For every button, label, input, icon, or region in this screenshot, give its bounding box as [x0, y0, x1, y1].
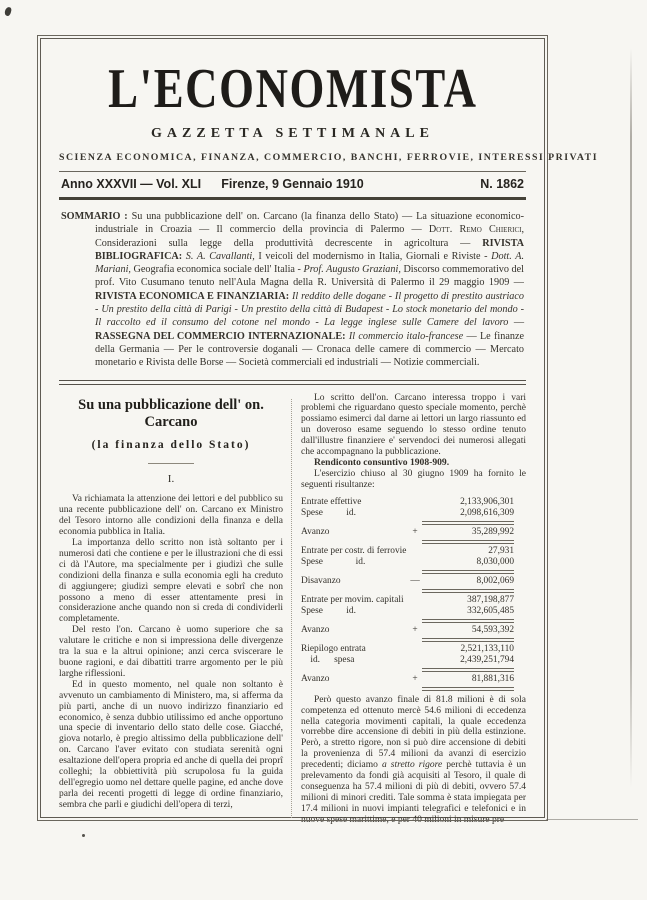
row-sign: +	[412, 673, 418, 684]
table-separator	[422, 540, 514, 544]
table-row	[301, 655, 526, 666]
table-row	[301, 546, 526, 557]
row-sign: —	[410, 575, 420, 586]
table-row	[301, 497, 526, 508]
row-label: Entrate per costr. di ferrovie	[301, 545, 407, 556]
scan-bottom-rule-extension	[546, 819, 638, 820]
table-row	[301, 508, 526, 519]
row-sign: +	[412, 624, 418, 635]
right-column	[301, 393, 526, 826]
page-border-frame	[40, 38, 599, 825]
table-separator	[422, 570, 514, 574]
row-sign: +	[412, 526, 418, 537]
body-paragraph: Lo scritto dell'on. Carcano interessa troppo i vari problemi che riguardano questo speciale momento, perchè possiamo esimerci dal darne ai lettori un largo riassunto ed un doveroso esame seguendo lo stesso ordine tenuto dall'illustre finanziere e' servendoci dei numerosi allegati che accompagnano la pubblicazione.	[301, 392, 526, 458]
table-separator	[422, 521, 514, 525]
issue-row	[59, 172, 526, 197]
body-paragraph: Del resto l'on. Carcano è uomo superiore che sa valutare le critiche e non si impressiona delle divergenze tra la sua e la altrui opinione; anzi cerca sviscerare le buone ragioni, e dai dibattiti trarre argomento per le più larghe riflessioni.	[59, 625, 283, 679]
row-value: 2,098,616,309	[460, 507, 514, 518]
scan-speck-bottom	[82, 834, 85, 837]
masthead-title	[59, 58, 526, 120]
masthead-subtitle: GAZZETTA SETTIMANALE	[151, 126, 434, 141]
row-value: 54,593,392	[471, 624, 514, 635]
row-value: 332,605,485	[467, 605, 514, 616]
article-title: Su una pubblicazione dell' on. Carcano	[78, 396, 264, 430]
article-subtitle: (la finanza dello Stato)	[91, 438, 251, 451]
row-value: 35,289,992	[471, 526, 514, 537]
row-value: 81,881,316	[471, 673, 514, 684]
rendiconto-heading: Rendiconto consuntivo 1908-909.	[314, 457, 450, 468]
row-label: Entrate per movim. capitali	[301, 594, 404, 605]
sommario-bottom-rule	[59, 380, 526, 385]
row-value: 2,521,133,110	[460, 643, 514, 654]
table-separator	[422, 589, 514, 593]
row-label: Disavanzo	[301, 575, 341, 586]
row-value: 2,133,906,301	[460, 496, 514, 507]
table-row	[301, 576, 526, 587]
results-intro: L'esercizio chiuso al 30 giugno 1909 ha fornito le seguenti risultanze:	[301, 468, 526, 490]
row-label: Avanzo	[301, 624, 330, 635]
row-value: 27,931	[488, 545, 514, 556]
row-label: id. spesa	[301, 654, 355, 665]
row-value: 387,198,877	[467, 594, 514, 605]
table-separator	[422, 638, 514, 642]
table-separator	[422, 668, 514, 672]
masthead-tagline: SCIENZA ECONOMICA, FINANZA, COMMERCIO, BANCHI, FERROVIE, INTERESSI PRIVATI	[59, 152, 599, 163]
row-label: Avanzo	[301, 526, 330, 537]
row-label: Spese id.	[301, 507, 356, 518]
table-row	[301, 625, 526, 636]
column-divider	[291, 399, 292, 818]
issue-number: N. 1862	[480, 177, 524, 191]
body-paragraph: Va richiamata la attenzione dei lettori e del pubblico su una recente pubblicazione dell' on. Carcano ex Ministro del Tesoro intorno alle condizioni della finanza e della economia pubblica in Italia.	[59, 494, 283, 538]
issue-place-date: Firenze, 9 Gennaio 1910	[221, 177, 364, 191]
row-label: Entrate effettive	[301, 496, 362, 507]
row-value: 2,439,251,794	[460, 654, 514, 665]
scan-speck-top-left	[4, 6, 12, 16]
table-row	[301, 644, 526, 655]
table-separator	[422, 619, 514, 623]
ornament-divider	[148, 463, 194, 464]
journal-name: L'ECONOMISTA	[107, 58, 478, 120]
left-paragraphs	[59, 494, 283, 810]
table-row	[301, 595, 526, 606]
row-label: Avanzo	[301, 673, 330, 684]
ledger-table	[301, 497, 526, 691]
closing-paragraph: Però questo avanzo finale di 81.8 milioni è di sola competenza ed ottenuto mercè 54.6 milioni di eccedenza nella categoria movimenti capitali, la quale eccedenza vorrebbe dire accensione di debiti in più della estinzione. Però, a stretto rigore, non si può dire accensione di debiti la provenienza di 57.4 milioni da avanzi di esercizio precedenti; diciamo a stretto rigore perchè tuttavia è un prelevamento da fondi già acquisiti al Tesoro, il quale di conseguenza ha 57.4 milioni di più di debiti, ovvero 57.4 milioni di minori crediti. Tale somma è stata impiegata per 17.4 milioni in nuovi impianti telegrafici e telefonici e in nuove spese marittime, e per 40 milioni in misure pre	[301, 694, 526, 825]
row-label: Spese id.	[301, 556, 366, 567]
row-value: 8,030,000	[476, 556, 514, 567]
row-label: Spese id.	[301, 605, 356, 616]
text-columns	[59, 393, 526, 826]
page-content	[41, 39, 599, 826]
row-value: 8,002,069	[476, 575, 514, 586]
table-row	[301, 674, 526, 685]
issue-volume: Anno XXXVII — Vol. XLI	[61, 177, 202, 191]
header-rule-thick	[59, 197, 526, 200]
sommario-paragraph: SOMMARIO : Su una pubblicazione dell' on. Carcano (la finanza dello Stato) — La situazione economico-industriale in Croazia — Il commercio della provincia di Palermo — Dott. Remo Chierici, Considerazioni sulla legge della produttività decrescente in agricoltura — RIVISTA BIBLIOGRAFICA: S. A. Cavallanti, I veicoli del modernismo in Italia, Giornali e Riviste - Dott. A. Mariani, Geografia economica sociale dell' Italia - Prof. Augusto Graziani, Discorso commemorativo del prof. Vito Cusumano tenuto nell'Aula Magna della R. Università di Palermo il 29 maggio 1909 — RIVISTA ECONOMICA E FINANZIARIA: Il reddito delle dogane - Il progetto di prestito austriaco - Un prestito della città di Parigi - Un prestito della città di Budapest - Lo stock monetario del mondo - Il raccolto ed il consumo del cotone nel mondo - La legge inglese sulle Camere del lavoro — RASSEGNA DEL COMMERCIO INTERNAZIONALE: Il commercio italo-francese — Le finanze della Germania — Per le controversie doganali — Cronaca delle camere di commercio — Mercato monetario e Rivista delle Borse — Società commerciali ed industriali — Notizie commerciali.	[61, 211, 524, 369]
scan-page-edge-line	[630, 48, 632, 788]
section-number: I.	[167, 473, 175, 486]
table-separator	[422, 687, 514, 691]
table-row	[301, 527, 526, 538]
body-paragraph: Ed in questo momento, nel quale non soltanto è avvenuto un cambiamento di Ministero, ma, si afferma da più parti, anche di un nuovo indirizzo finanziario ed economico, è senza dubbio utilissimo ed anche opportuno una specie di inventario dello stato delle cose. Giacché, giova notarlo, è pregio altissimo della pubblicazione dell' on. Carcano l'aver evitato con studiata serenità ogni esaltazione dell'opera propria ed anche di quella dei proprî colleghi; la obbiettività più scrupolosa fu la guida dell'egregio uomo nel dettare quelle pagine, ed anche dove parla dei recenti progetti di legge di ordine finanziario, sembra che parli e giudichi dell'opera di terzi,	[59, 679, 283, 810]
body-paragraph: La importanza dello scritto non istà soltanto per i numerosi dati che contiene e per le illustrazioni che di essi ci dà l'Autore, ma specialmente per i giudizì che sulle condizioni della finanza e sulla economia egli ha creduto di aggiungere; giudizì sempre elevati e sobrî che non possono a meno di esser attentamente presi in considerazione anche quando non si creda di condividerli completamente.	[59, 538, 283, 625]
left-column	[59, 393, 283, 826]
table-row	[301, 606, 526, 617]
row-label: Riepilogo entrata	[301, 643, 366, 654]
table-row	[301, 557, 526, 568]
